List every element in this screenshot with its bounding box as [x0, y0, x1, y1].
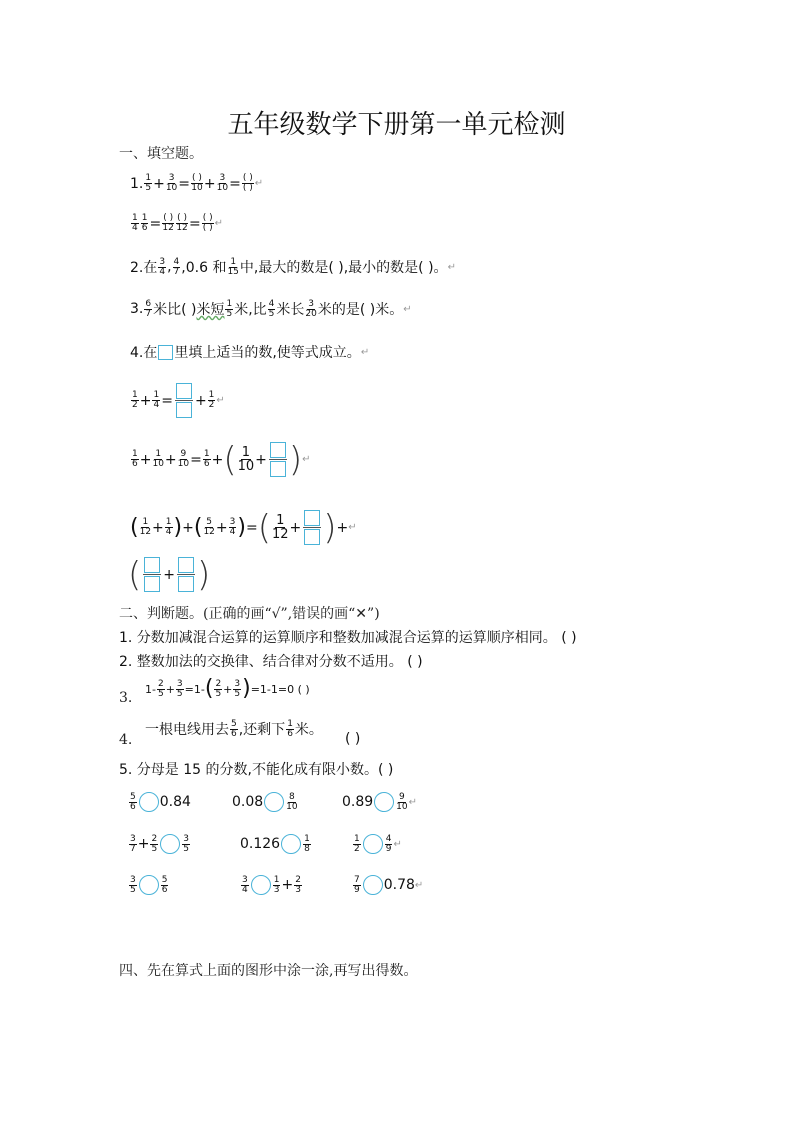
question-2: [130, 257, 456, 277]
compare-circle[interactable]: [251, 875, 271, 895]
page-title: 五年级数学下册第一单元检测: [227, 110, 566, 140]
fraction: [162, 214, 174, 233]
box-fraction: [269, 442, 287, 477]
fraction: [158, 258, 166, 277]
text: +: [281, 877, 294, 893]
text: +: [289, 519, 302, 536]
numerator: 1: [203, 449, 210, 459]
numerator-box[interactable]: [144, 557, 160, 573]
box-fraction: [143, 557, 161, 592]
numerator: 1: [230, 256, 237, 267]
numerator: 2: [295, 874, 301, 885]
denominator: 3: [273, 884, 280, 895]
paren: (: [193, 514, 203, 540]
denominator: 6: [161, 884, 168, 895]
fraction: [203, 518, 214, 537]
return-mark: ↵: [360, 346, 370, 358]
fraction: [152, 391, 160, 410]
denominator: 6: [141, 223, 148, 233]
numerator: 3: [130, 874, 136, 885]
numerator: 1: [132, 449, 138, 459]
text: =: [188, 215, 201, 232]
denominator: 4: [165, 527, 172, 537]
fraction-bar: [143, 574, 161, 575]
numerator: 1: [304, 833, 310, 844]
text: 里填上适当的数,使等式成立。: [174, 345, 361, 361]
numerator: ( ): [177, 213, 187, 223]
big-paren: ): [197, 554, 211, 595]
numerator: 8: [289, 791, 295, 802]
fraction: [217, 174, 228, 193]
text: +: [215, 519, 228, 536]
judge-2: [119, 651, 423, 671]
equation-3: [130, 507, 357, 548]
compare-3-1: [128, 875, 169, 895]
compare-circle[interactable]: [374, 792, 394, 812]
fraction: [230, 720, 238, 739]
text: 米的是( )米。: [317, 302, 404, 318]
fraction-bar: [177, 574, 195, 575]
judge-4-answer: ( ): [345, 731, 361, 747]
fraction-bar: [303, 527, 321, 528]
denominator: 5: [176, 688, 183, 699]
numerator: 1: [165, 517, 172, 527]
numerator: 1: [145, 173, 152, 183]
fraction: [131, 391, 139, 410]
numerator: 6: [145, 298, 152, 309]
fraction: [227, 258, 238, 277]
fraction: [176, 214, 188, 233]
denominator: 9: [385, 843, 392, 854]
text: 米,比: [234, 302, 267, 318]
text: 3.: [130, 301, 144, 317]
text: +: [139, 451, 152, 468]
numerator: 3: [159, 256, 166, 267]
numerator: 1: [155, 449, 162, 459]
numerator: 3: [308, 298, 314, 309]
compare-circle[interactable]: [139, 875, 159, 895]
fraction: [129, 835, 137, 854]
text: +: [163, 566, 175, 583]
fraction: [272, 514, 289, 541]
text: 米比( ): [153, 302, 197, 318]
text: 2. 整数加法的交换律、结合律对分数不适用。 ( ): [119, 654, 423, 670]
denominator: 4: [153, 400, 160, 410]
fraction: [396, 793, 407, 812]
fraction: [305, 300, 316, 319]
fraction: [140, 518, 151, 537]
equation-2: [130, 439, 311, 480]
compare-1-2: [232, 792, 299, 812]
text: 米长: [276, 302, 305, 318]
denominator-box[interactable]: [176, 402, 192, 418]
text: +: [165, 682, 175, 696]
denominator: 12: [203, 527, 215, 537]
numerator-box[interactable]: [270, 442, 286, 458]
text: 1. 分数加减混合运算的运算顺序和整数加减混合运算的运算顺序相同。 ( ): [119, 630, 577, 646]
fraction: [225, 300, 233, 319]
paren: (: [204, 676, 214, 701]
denominator: 7: [173, 266, 180, 277]
numerator: 5: [130, 791, 136, 802]
denominator-box[interactable]: [270, 461, 286, 477]
denominator: 10: [286, 801, 298, 812]
text: 0.08: [232, 794, 264, 810]
return-mark: ↵: [408, 796, 418, 808]
text: +: [152, 519, 164, 536]
text: +: [164, 451, 177, 468]
judge-1: [119, 627, 577, 647]
numerator: 1: [273, 874, 280, 885]
denominator-box[interactable]: [144, 576, 160, 592]
fraction: [144, 174, 152, 193]
text: =: [161, 392, 173, 409]
denominator: ( ): [242, 183, 253, 193]
answer-box[interactable]: [158, 345, 173, 360]
judge-4-number: 4.: [119, 732, 133, 748]
fraction: [353, 835, 361, 854]
fraction: [202, 214, 214, 233]
question-3: [130, 299, 412, 319]
judge-3: [145, 678, 310, 700]
denominator: 5: [234, 688, 241, 699]
compare-circle[interactable]: [363, 834, 383, 854]
denominator: 4: [242, 884, 248, 895]
compare-circle[interactable]: [363, 875, 383, 895]
equation-1: [130, 383, 225, 418]
fraction: [150, 835, 158, 854]
numerator: ( ): [202, 213, 213, 223]
denominator: 10: [216, 183, 229, 193]
judge-5: [119, 759, 393, 779]
numerator: 5: [231, 718, 237, 729]
text: 中,最大的数是( ),最小的数是( )。: [239, 260, 448, 276]
return-mark: ↵: [254, 178, 264, 189]
compare-2-3: [352, 834, 402, 854]
fraction: [173, 258, 181, 277]
fraction: [129, 876, 137, 895]
numerator: 4: [173, 256, 180, 267]
numerator: ( ): [242, 173, 253, 183]
fraction: [286, 793, 297, 812]
numerator: 1: [241, 445, 250, 460]
compare-circle[interactable]: [281, 834, 301, 854]
denominator: 6: [132, 459, 138, 469]
denominator: 10: [177, 459, 190, 469]
numerator: 1: [226, 298, 233, 309]
denominator: 12: [162, 223, 174, 233]
numerator: 1: [141, 213, 148, 223]
fraction: [161, 876, 169, 895]
numerator: 1: [142, 517, 149, 527]
compare-circle[interactable]: [264, 792, 284, 812]
compare-1-1: [128, 792, 191, 812]
compare-1-3: [342, 792, 417, 812]
big-paren: ): [288, 439, 303, 480]
text: 0.89: [342, 794, 374, 810]
text: +: [223, 682, 233, 696]
numerator: 7: [354, 874, 360, 885]
denominator: 7: [145, 308, 152, 319]
denominator: 12: [139, 527, 152, 537]
return-mark: ↵: [348, 522, 357, 533]
numerator: 5: [206, 517, 213, 527]
text: 0.84: [159, 794, 191, 810]
denominator: 5: [268, 308, 275, 319]
denominator: 6: [130, 801, 136, 812]
denominator: 2: [132, 400, 138, 410]
denominator: 4: [132, 223, 138, 233]
text: +: [211, 451, 224, 468]
fraction: [182, 835, 190, 854]
numerator: 1: [287, 718, 293, 729]
text: 0.78: [383, 877, 415, 893]
question-1a: [130, 174, 263, 193]
text: =1-: [184, 682, 205, 696]
box-fraction: [303, 510, 321, 545]
paren: (: [130, 514, 139, 540]
numerator: 3: [176, 678, 183, 689]
denominator: 2: [354, 843, 360, 854]
fraction: [229, 518, 237, 537]
return-mark: ↵: [302, 454, 311, 465]
compare-3-2: [240, 875, 303, 895]
compare-3-3: [352, 875, 423, 895]
fraction: [385, 835, 393, 854]
numerator: 1: [276, 513, 285, 528]
numerator-box[interactable]: [304, 510, 320, 526]
text: =: [229, 175, 241, 192]
numerator: ( ): [163, 213, 174, 223]
text: +: [194, 392, 207, 409]
section-1-heading: 一、填空题。: [119, 146, 203, 162]
text: 1.: [130, 175, 144, 192]
denominator: ( ): [202, 223, 213, 233]
text: 2.在: [130, 260, 158, 276]
denominator: 10: [152, 459, 164, 469]
fraction: [141, 214, 149, 233]
denominator: 5: [130, 884, 136, 895]
numerator: 9: [180, 449, 187, 459]
denominator: 15: [227, 266, 239, 277]
fraction: [233, 680, 241, 699]
numerator: 5: [161, 874, 168, 885]
denominator: 2: [208, 400, 215, 410]
judge-3-number: 3.: [119, 690, 133, 706]
numerator-box[interactable]: [178, 557, 194, 573]
denominator: 5: [183, 843, 189, 854]
equation-4: [128, 554, 211, 595]
section-2-heading: 二、判断题。(正确的画“√”,错误的画“✕”): [119, 606, 380, 622]
text: =: [178, 175, 191, 192]
denominator: 10: [237, 459, 255, 474]
fraction: [129, 793, 137, 812]
denominator: 5: [151, 843, 158, 854]
text: 4.在: [130, 345, 158, 361]
denominator: 4: [159, 266, 166, 277]
text: =: [149, 215, 162, 232]
denominator: 4: [229, 527, 236, 537]
numerator: ( ): [192, 173, 202, 183]
big-paren: ): [323, 507, 337, 548]
denominator-box[interactable]: [304, 529, 320, 545]
return-mark: ↵: [447, 261, 456, 273]
return-mark: ↵: [403, 303, 412, 315]
numerator-box[interactable]: [176, 383, 192, 399]
numerator: 1: [153, 390, 160, 400]
numerator: 1: [208, 390, 215, 400]
box-fraction: [177, 557, 195, 592]
text: 5. 分母是 15 的分数,不能化成有限小数。( ): [119, 762, 394, 778]
text: 米。: [294, 722, 323, 738]
numerator: 2: [157, 678, 164, 689]
fraction: [131, 214, 139, 233]
fraction: [238, 446, 255, 473]
text: +: [139, 392, 152, 409]
text: =: [190, 451, 202, 468]
fraction: [178, 450, 189, 469]
fraction-bar: [269, 459, 287, 460]
numerator: 3: [219, 173, 226, 183]
numerator: 3: [242, 874, 248, 885]
question-4: [130, 342, 369, 362]
text: ,: [167, 259, 172, 275]
return-mark: ↵: [414, 879, 424, 891]
numerator: 3: [183, 833, 189, 844]
denominator: 10: [396, 801, 408, 812]
compare-circle[interactable]: [160, 834, 180, 854]
text: +: [255, 451, 267, 468]
numerator: 3: [229, 517, 236, 527]
fraction: [165, 518, 173, 537]
fraction: [214, 680, 222, 699]
numerator: 3: [130, 833, 136, 844]
numerator: 3: [234, 678, 241, 689]
fraction: [152, 450, 163, 469]
denominator: 7: [130, 843, 136, 854]
question-1b: [130, 214, 223, 233]
numerator: 1: [354, 833, 360, 844]
fraction: [191, 174, 203, 193]
denominator: 12: [176, 223, 188, 233]
judge-4: [145, 719, 323, 739]
text: 米短: [196, 302, 225, 318]
box-fraction: [175, 383, 193, 418]
big-paren: (: [128, 554, 142, 595]
text: ,还剩下: [238, 722, 286, 738]
text: +: [137, 836, 150, 852]
big-paren: (: [223, 439, 237, 480]
numerator: 2: [215, 678, 222, 689]
text: +: [182, 519, 194, 536]
denominator: 5: [226, 308, 233, 319]
denominator: 6: [231, 728, 237, 739]
compare-2-1: [128, 834, 191, 854]
text: ,0.6 和: [181, 260, 227, 276]
fraction: [286, 720, 294, 739]
return-mark: ↵: [214, 218, 223, 229]
text: 1-: [145, 682, 156, 696]
numerator: 4: [385, 833, 392, 844]
text: 0.126: [240, 836, 281, 852]
fraction: [242, 174, 254, 193]
denominator: 6: [203, 459, 210, 469]
denominator: 20: [305, 308, 317, 319]
fraction: [303, 835, 311, 854]
fraction: [294, 876, 302, 895]
return-mark: ↵: [393, 838, 402, 850]
fraction: [273, 876, 281, 895]
fraction-bar: [175, 400, 193, 401]
numerator: 9: [399, 791, 405, 802]
denominator: 6: [287, 728, 293, 739]
fraction: [144, 300, 152, 319]
denominator: 3: [295, 884, 301, 895]
fraction: [353, 876, 361, 895]
paren: ): [173, 514, 183, 540]
section-4-heading: 四、先在算式上面的图形中涂一涂,再写出得数。: [119, 963, 418, 979]
fraction: [203, 450, 211, 469]
text: =1-1=0 ( ): [250, 682, 310, 696]
denominator: 8: [304, 843, 310, 854]
fraction: [131, 450, 139, 469]
compare-2-2: [240, 834, 312, 854]
numerator: 4: [268, 298, 275, 309]
denominator-box[interactable]: [178, 576, 194, 592]
denominator: 5: [157, 688, 164, 699]
text: =: [245, 519, 258, 536]
big-paren: (: [257, 507, 271, 548]
text: 一根电线用去: [145, 722, 229, 738]
denominator: 5: [145, 183, 152, 193]
fraction: [176, 680, 184, 699]
fraction: [208, 391, 216, 410]
fraction: [268, 300, 276, 319]
paren: ): [237, 514, 246, 540]
fraction: [241, 876, 249, 895]
fraction: [166, 174, 177, 193]
denominator: 10: [191, 183, 203, 193]
denominator: 12: [271, 527, 289, 542]
numerator: 1: [132, 213, 138, 223]
text: +: [336, 519, 349, 536]
paren: ): [242, 676, 251, 701]
text: +: [153, 175, 165, 192]
denominator: 9: [354, 884, 360, 895]
numerator: 1: [132, 390, 138, 400]
numerator: 2: [151, 833, 158, 844]
denominator: 5: [215, 688, 222, 699]
return-mark: ↵: [216, 395, 225, 406]
numerator: 3: [168, 173, 175, 183]
denominator: 10: [165, 183, 178, 193]
compare-circle[interactable]: [139, 792, 159, 812]
text: +: [203, 175, 216, 192]
fraction: [157, 680, 165, 699]
